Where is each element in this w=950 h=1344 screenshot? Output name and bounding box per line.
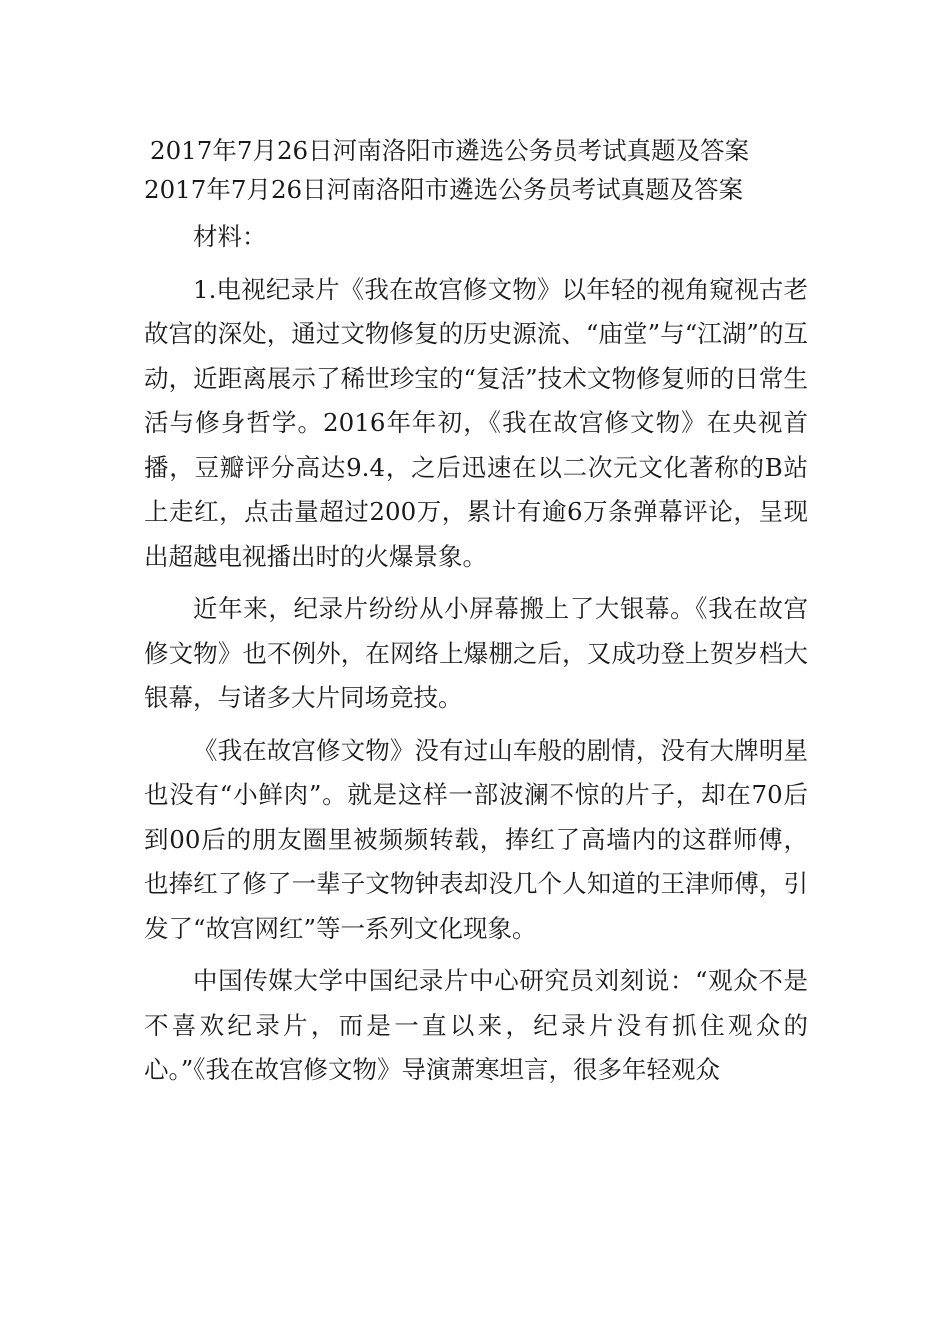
document-body	[144, 131, 808, 1101]
section-label: 材料：	[193, 222, 267, 251]
paragraph-2: 近年来，纪录片纷纷从小屏幕搬上了大银幕。《我在故宫修文物》也不例外，在网络上爆棚之后，又成功登上贺岁档大银幕，与诸多大片同场竞技。	[144, 594, 808, 712]
paragraph-4: 中国传媒大学中国纪录片中心研究员刘刻说：“观众不是不喜欢纪录片，而是一直以来，纪录片没有抓住观众的心。”《我在故宫修文物》导演萧寒坦言，很多年轻观众	[144, 966, 808, 1084]
paragraph-1: 1.电视纪录片《我在故宫修文物》以年轻的视角窥视古老故宫的深处，通过文物修复的历史源流、“庙堂”与“江湖”的互动，近距离展示了稀世珍宝的“复活”技术文物修复师的日常生活与修身哲学。2016年年初，《我在故宫修文物》在央视首播，豆瓣评分高达9.4，之后迅速在以二次元文化著称的B站上走红，点击量超过200万，累计有逾6万条弹幕评论，呈现出超越电视播出时的火爆景象。	[144, 274, 808, 571]
paragraph-3: 《我在故宫修文物》没有过山车般的剧情，没有大牌明星也没有“小鲜肉”。就是这样一部波澜不惊的片子，却在70后到00后的朋友圈里被频频转载，捧红了高墙内的这群师傅，也捧红了修了一辈子文物钟表却没几个人知道的王津师傅，引发了“故宫网红”等一系列文化现象。	[144, 735, 808, 943]
document-title-repeat: 2017年7月26日河南洛阳市遴选公务员考试真题及答案	[144, 175, 744, 204]
document-title: 2017年7月26日河南洛阳市遴选公务员考试真题及答案	[150, 136, 750, 165]
